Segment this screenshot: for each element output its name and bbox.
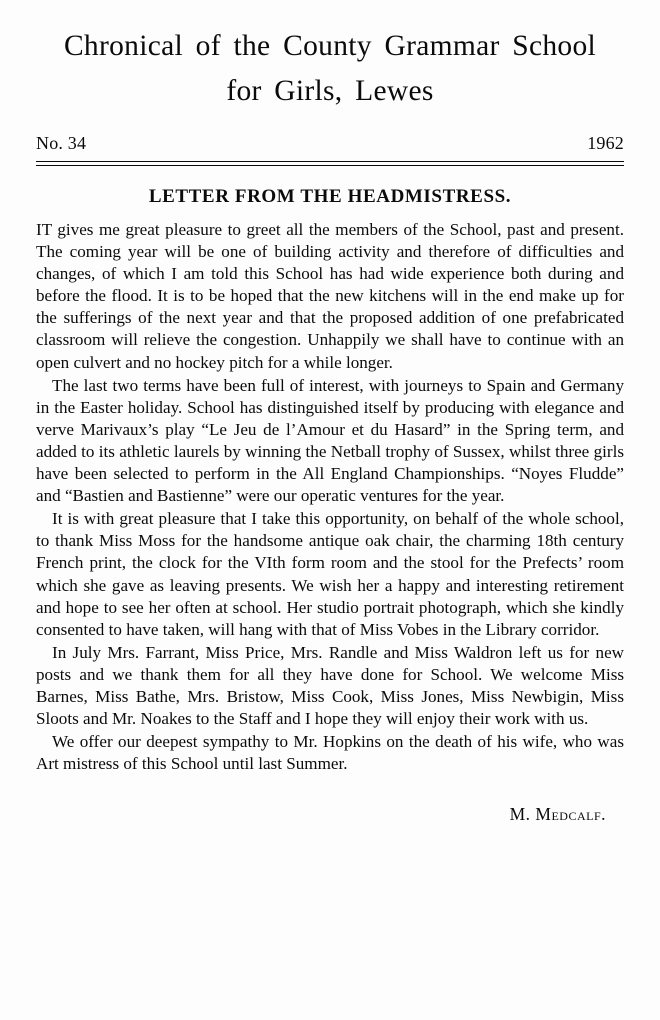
paragraph: It is with great pleasure that I take this opportunity, on behalf of the whole school, to thank Miss Moss for the handsome antique oak chair, the charming 18th century French print, the clock for the VIth form room and the stool for the Prefects’ room which she gave as leaving presents. We wish her a happy and interesting retirement and hope to see her often at school. Her studio portrait photograph, which she kindly consented to have taken, will hang with that of Miss Vobes in the Library corridor. <box>36 509 624 639</box>
paragraph: The last two terms have been full of interest, with journeys to Spain and Germany in the Easter holiday. School has distinguished itself by producing with elegance and verve Marivaux’s play “Le Jeu de l’Amour et du Hasard” in the Spring term, and added to its athletic laurels by winning the Netball trophy of Sussex, whilst three girls have been selected to perform in the All England Championships. “Noyes Fludde” and “Bastien and Bastienne” were our operatic ventures for the year. <box>36 375 624 506</box>
paragraph: IT gives me great pleasure to greet all the members of the School, past and present. The coming year will be one of building activity and therefore of difficulties and changes, of which I am told this School has had wide experience both during and before the flood. It is to be hoped that the new kitchens will in the end make up for the sufferings of the next year and that the proposed addition of one prefabricated classroom will relieve the congestion. Unhappily we shall have to continue with an open culvert and no hockey pitch for a while longer. <box>36 220 624 372</box>
masthead <box>22 0 638 112</box>
letter-body <box>36 219 624 775</box>
issue-year: 1962 <box>587 133 624 153</box>
publication-subtitle: for Girls, Lewes <box>226 75 434 107</box>
signature <box>36 803 606 825</box>
divider-line-lower <box>36 165 624 167</box>
paragraph: We offer our deepest sympathy to Mr. Hopkins on the death of his wife, who was Art mistress of this School until last Summer. <box>36 732 624 774</box>
section-heading: LETTER FROM THE HEADMISTRESS. <box>148 186 512 207</box>
signature-name: M. Medcalf. <box>509 804 606 825</box>
paragraph: In July Mrs. Farrant, Miss Price, Mrs. Randle and Miss Waldron left us for new posts and we thank them for all they have done for School. We welcome Miss Barnes, Miss Bathe, Mrs. Bristow, Miss Cook, Miss Jones, Miss Newbigin, Miss Sloots and Mr. Noakes to the Staff and I hope they will enjoy their work with us. <box>36 642 624 729</box>
header-divider <box>36 161 624 166</box>
publication-title: Chronical of the County Grammar School <box>63 30 597 62</box>
issue-line <box>36 132 624 154</box>
issue-number: No. 34 <box>36 133 87 153</box>
divider-line-upper <box>36 161 624 162</box>
